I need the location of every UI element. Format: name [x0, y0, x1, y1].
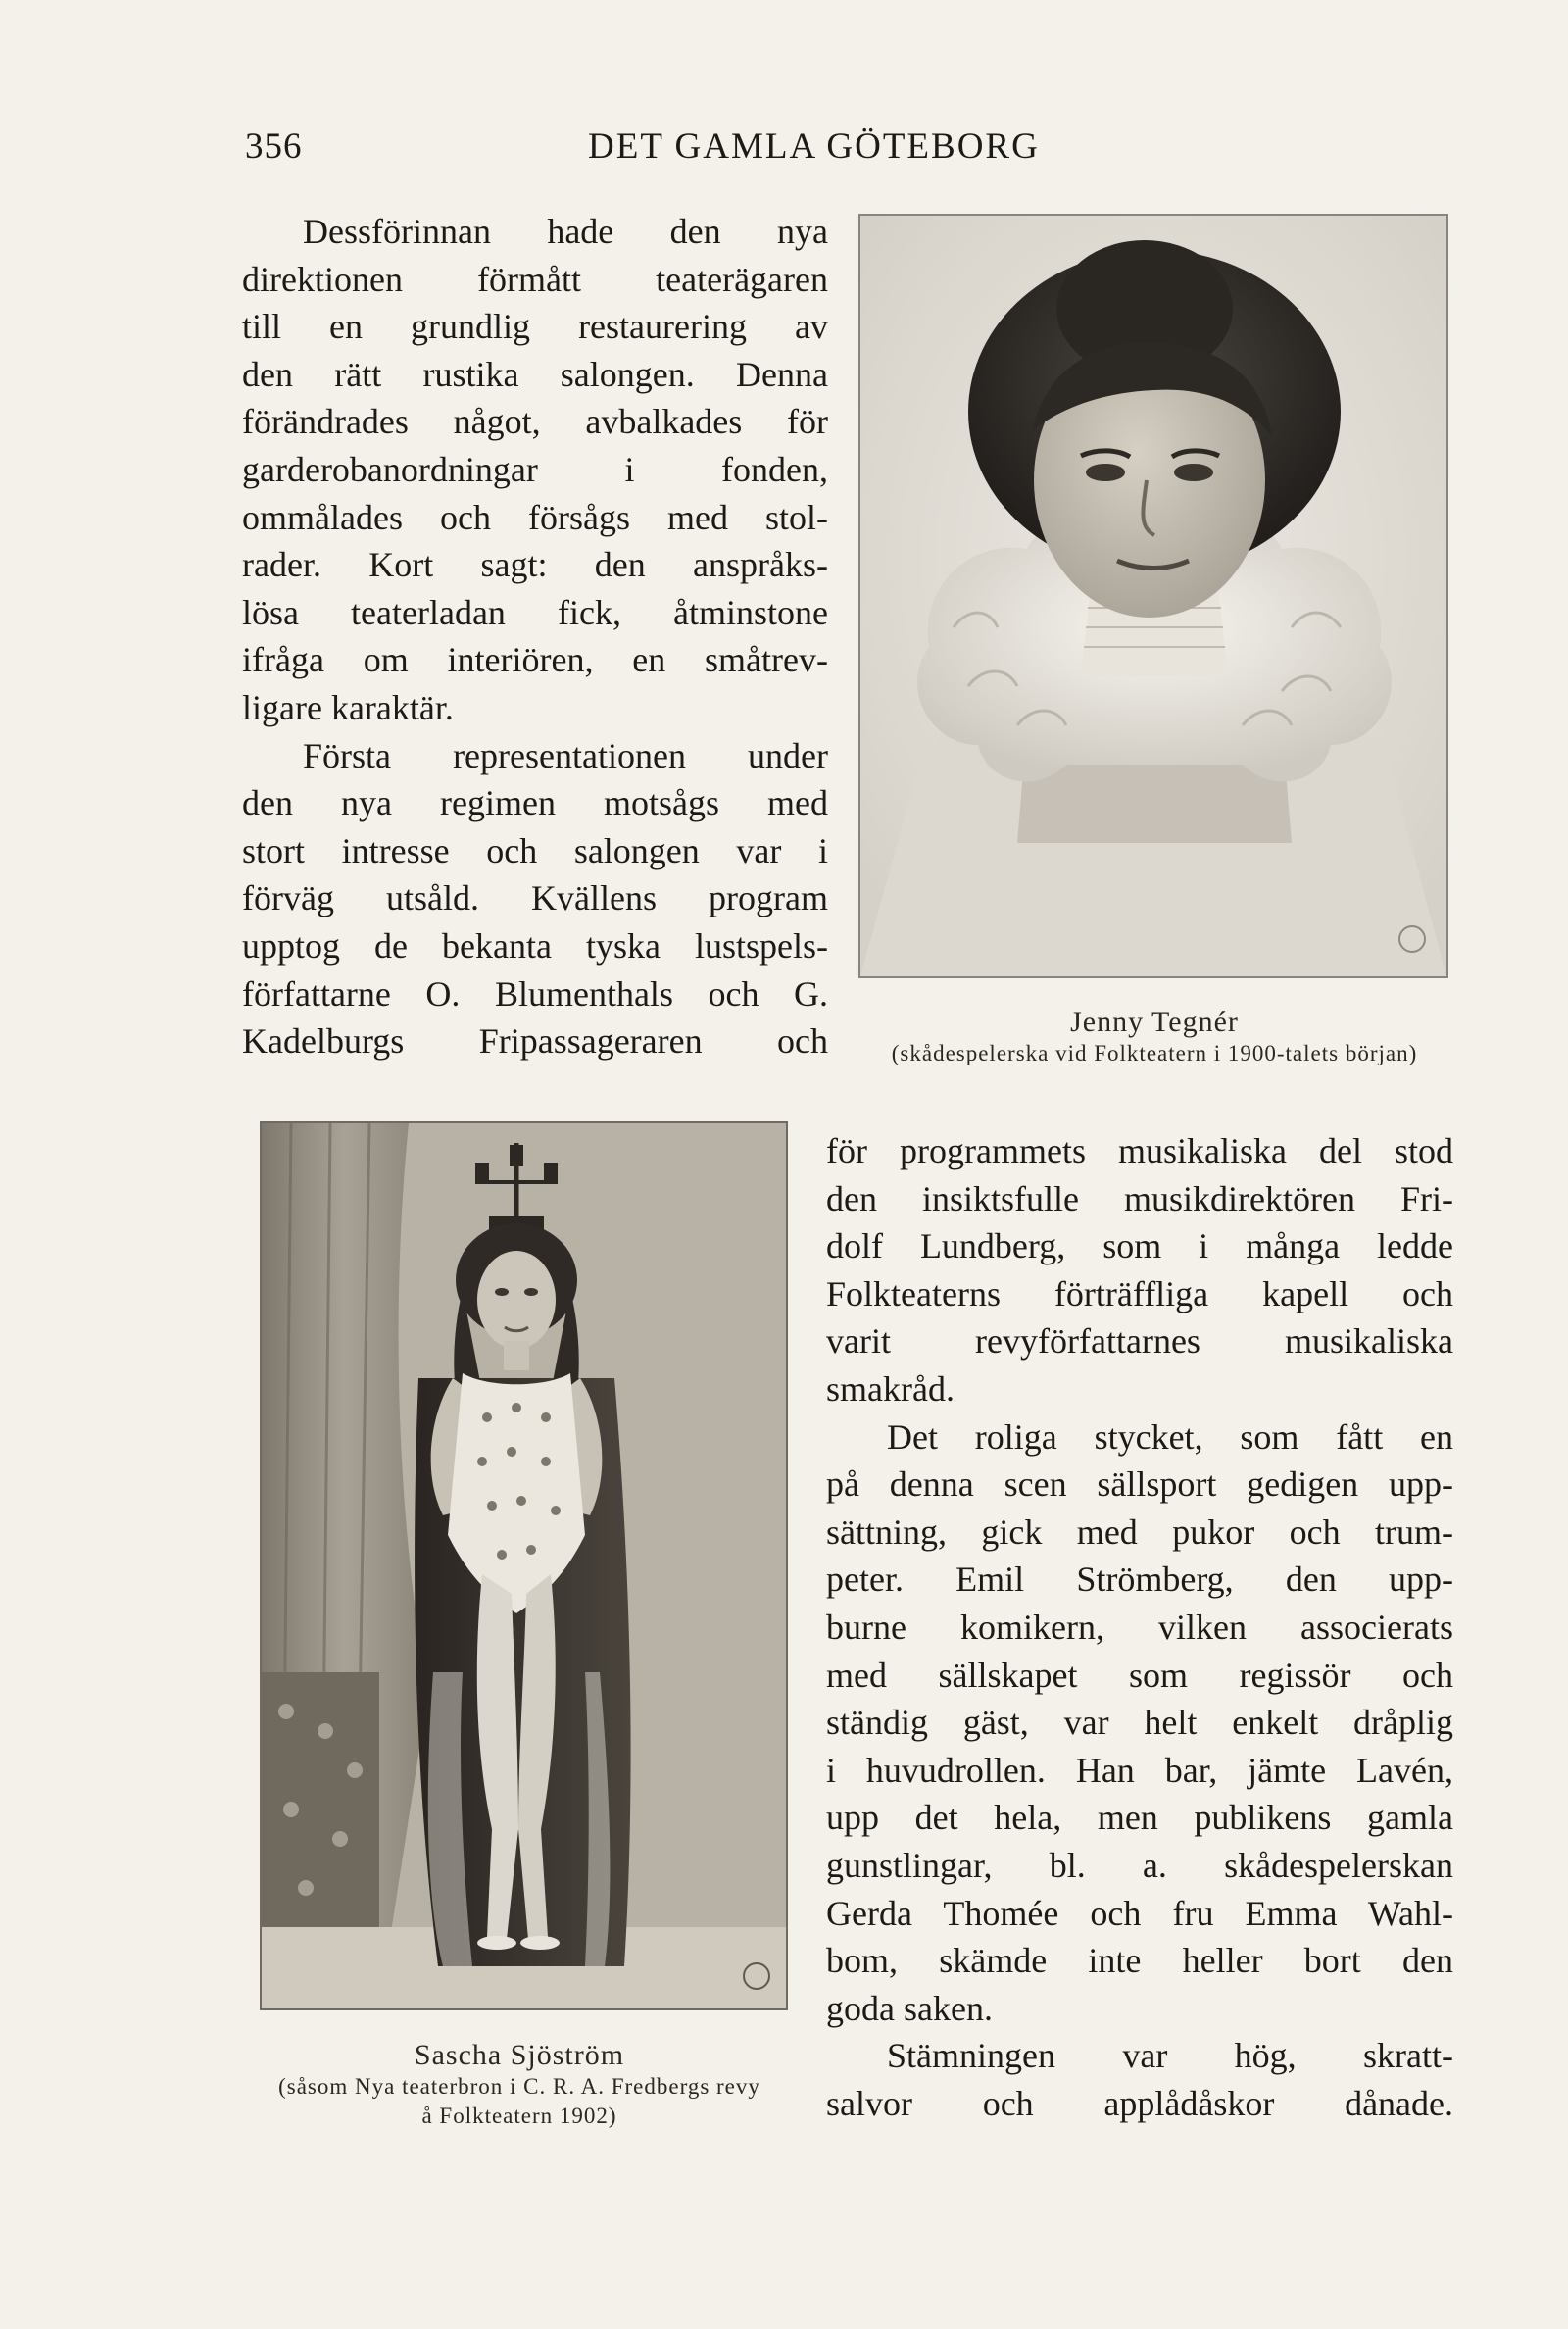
text-line: upptog de bekanta tyska lustspels- [242, 925, 828, 966]
caption-note-line: å Folkteatern 1902) [421, 2104, 617, 2128]
text-line: dolf Lundberg, som i många ledde [826, 1226, 1453, 1266]
text-line: gunstlingar, bl. a. skådespelerskan [826, 1845, 1453, 1885]
text-line: författarne O. Blumenthals och G. [242, 973, 828, 1014]
text-line: på denna scen sällsport gedigen upp- [826, 1464, 1453, 1505]
page-number: 356 [245, 126, 303, 167]
caption-jenny-tegner [831, 1006, 1478, 1068]
portrait-photo-jenny-tegner [858, 214, 1448, 978]
text-line: Folkteaterns förträffliga kapell och [826, 1273, 1453, 1313]
text-line: förändrades något, avbalkades för [242, 402, 828, 442]
portrait-photo-sascha-sjostrom [260, 1121, 788, 2010]
text-line: den nya regimen motsågs med [242, 783, 828, 823]
text-line: Kadelburgs Fripassageraren och [242, 1021, 828, 1062]
running-title: DET GAMLA GÖTEBORG [588, 126, 1040, 167]
text-line: ifråga om interiören, en småtrev- [242, 640, 828, 680]
body-text-right [826, 1127, 1453, 2127]
text-line: direktionen förmått teaterägaren [242, 259, 828, 299]
body-text-top [242, 208, 828, 1065]
caption-note: (skådespelerska vid Folkteatern i 1900-talets början) [891, 1041, 1418, 1065]
text-line: Dessförinnan hade den nya [303, 212, 828, 251]
text-line: sättning, gick med pukor och trum- [826, 1511, 1453, 1552]
text-line: varit revyförfattarnes musikaliska [826, 1321, 1453, 1362]
text-line: goda saken. [826, 1988, 993, 2028]
text-line: burne komikern, vilken associerats [826, 1607, 1453, 1647]
text-line: ommålades och försågs med stol- [242, 497, 828, 537]
caption-name: Jenny Tegnér [1070, 1006, 1239, 1038]
text-line: upp det hela, men publikens gamla [826, 1798, 1453, 1838]
text-line: Det roliga stycket, som fått en [887, 1416, 1453, 1457]
text-line: ständig gäst, var helt enkelt dråplig [826, 1703, 1453, 1743]
caption-name: Sascha Sjöström [414, 2039, 625, 2071]
text-line: bom, skämde inte heller bort den [826, 1941, 1453, 1981]
text-line: till en grundlig restaurering av [242, 307, 828, 347]
text-line: i huvudrollen. Han bar, jämte Lavén, [826, 1750, 1453, 1790]
text-line: peter. Emil Strömberg, den upp- [826, 1560, 1453, 1600]
text-line: Första representationen under [303, 735, 828, 775]
text-line: Gerda Thomée och fru Emma Wahl- [826, 1893, 1453, 1933]
text-line: salvor och applådåskor dånade. [826, 2083, 1453, 2123]
text-line: för programmets musikaliska del stod [826, 1131, 1453, 1170]
text-line: lösa teaterladan fick, åtminstone [242, 592, 828, 632]
text-line: den insiktsfulle musikdirektören Fri- [826, 1178, 1453, 1218]
text-line: stort intresse och salongen var i [242, 830, 828, 870]
text-line: smakråd. [826, 1368, 955, 1409]
text-line: Stämningen var hög, skratt- [887, 2036, 1453, 2076]
caption-sascha-sjostrom [216, 2039, 823, 2131]
text-line: garderobanordningar i fonden, [242, 449, 828, 489]
text-line: ligare karaktär. [242, 687, 454, 727]
text-line: med sällskapet som regissör och [826, 1655, 1453, 1695]
text-line: rader. Kort sagt: den anspråks- [242, 545, 828, 585]
text-line: den rätt rustika salongen. Denna [242, 354, 828, 394]
text-line: förväg utsåld. Kvällens program [242, 878, 828, 918]
caption-note-line: (såsom Nya teaterbron i C. R. A. Fredbergs revy [278, 2074, 760, 2099]
